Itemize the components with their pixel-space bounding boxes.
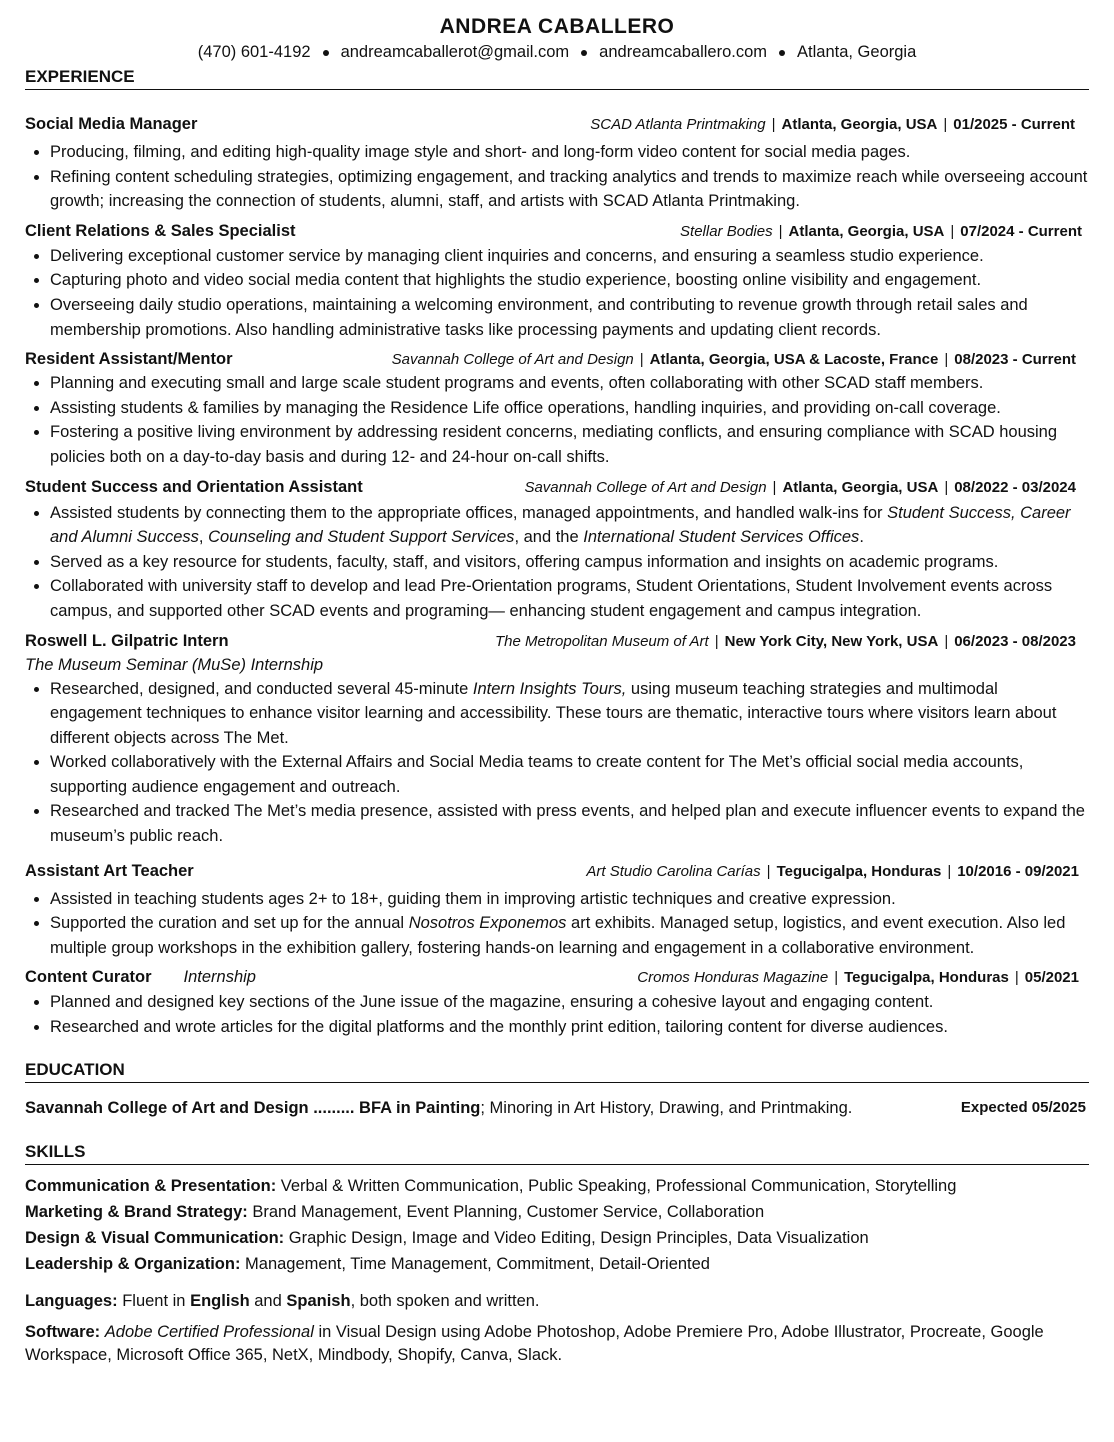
candidate-name: ANDREA CABALLERO (439, 15, 675, 38)
website[interactable]: andreamcaballero.com (599, 43, 768, 61)
education-heading: EDUCATION (25, 1059, 1089, 1083)
job-header (25, 347, 1089, 371)
skill-row: Design & Visual Communication: Graphic Design, Image and Video Editing, Design Principles, Data Visualization (25, 1228, 869, 1247)
job-header (25, 629, 1089, 653)
location: Atlanta, Georgia (797, 43, 917, 61)
list-item: Researched, designed, and conducted several 45-minute Intern Insights Tours, using museum teaching strategies and multimodal engagement techniques to enhance visitor learning and accessibility. These tours are thematic, interactive tours where visitors learn about different objects across The Met. (50, 677, 1089, 751)
list-item: Fostering a positive living environment by addressing resident concerns, mediating conflicts, and ensuring compliance with SCAD housing policies both on a day-to-day basis and during 12- and 24-hour on-call shifts. (50, 420, 1089, 469)
bullet-separator-icon (779, 50, 785, 56)
job-bullets (25, 501, 1089, 624)
job-location: Atlanta, Georgia, USA & Lacoste, France (649, 351, 939, 369)
job-org: Cromos Honduras Magazine (637, 969, 829, 987)
job-title: Assistant Art Teacher (25, 861, 194, 880)
list-item: Planned and designed key sections of the June issue of the magazine, ensuring a cohesive layout and engaging content. (50, 990, 1089, 1015)
minor: ; Minoring in Art History, Drawing, and Printmaking. (480, 1098, 853, 1117)
list-item: Supported the curation and set up for the annual Nosotros Exponemos art exhibits. Managed setup, logistics, and event execution. Also led multiple group workshops in the exhibition gallery, fostering hands-on learning and engagement in a collaborative environment. (50, 911, 1089, 960)
job-location: Tegucigalpa, Honduras (776, 862, 942, 880)
bullet-separator-icon (323, 50, 329, 56)
software-row: Software: Adobe Certified Professional in Visual Design using Adobe Photoshop, Adobe Premiere Pro, Adobe Illustrator, Procreate, Google Workspace, Microsoft Office 365, NetX, Mindbody, Shopify, Canva, Slack. (25, 1322, 1044, 1364)
skills-heading: SKILLS (25, 1141, 1089, 1165)
job-header (25, 475, 1089, 499)
job-bullets (25, 140, 1089, 214)
job-title: Content Curator (25, 968, 152, 987)
job-org: Savannah College of Art and Design (524, 478, 767, 496)
job-location: New York City, New York, USA (724, 632, 939, 650)
education-entry: Savannah College of Art and Design ......... BFA in Painting; Minoring in Art History, Drawing, and Printmaking. Expected 05/2025 (25, 1096, 1089, 1120)
job-meta: The Metropolitan Museum of Art | New York City, New York, USA | 06/2023 - 08/2023 (495, 632, 1076, 650)
list-item: Overseeing daily studio operations, maintaining a welcoming environment, and contributing to revenue growth through retail sales and membership promotions. Also handling administrative tasks like processing payments and updating client records. (50, 293, 1089, 342)
job-dates: 01/2025 - Current (953, 116, 1075, 133)
job-dates: 08/2023 - Current (954, 351, 1076, 369)
job-location: Atlanta, Georgia, USA (788, 222, 945, 240)
job-location: Tegucigalpa, Honduras (844, 969, 1009, 987)
school-name: Savannah College of Art and Design (25, 1098, 309, 1117)
job-bullets (25, 244, 1089, 342)
skill-row: Communication & Presentation: Verbal & Written Communication, Public Speaking, Professional Communication, Storytelling (25, 1176, 957, 1195)
job-org: The Metropolitan Museum of Art (495, 632, 709, 650)
bullet-separator-icon (581, 50, 587, 56)
job-entry (25, 347, 1089, 469)
job-title: Roswell L. Gilpatric Intern (25, 631, 229, 650)
job-org: Art Studio Carolina Carías (586, 862, 761, 880)
job-dates: 07/2024 - Current (960, 222, 1082, 240)
job-bullets (25, 677, 1089, 849)
list-item: Researched and tracked The Met’s media presence, assisted with press events, and helped plan and execute influencer events to expand the museum’s public reach. (50, 799, 1089, 848)
languages-row: Languages: Fluent in English and Spanish, both spoken and written. (25, 1291, 540, 1310)
job-dates: 08/2022 - 03/2024 (954, 478, 1076, 496)
job-subtitle: The Museum Seminar (MuSe) Internship (25, 655, 324, 674)
job-location: Atlanta, Georgia, USA (782, 478, 939, 496)
job-meta: Stellar Bodies | Atlanta, Georgia, USA | 07/2024 - Current (680, 222, 1082, 240)
list-item: Worked collaboratively with the External Affairs and Social Media teams to create content for The Met’s official social media accounts, supporting audience engagement and outreach. (50, 750, 1089, 799)
list-item: Served as a key resource for students, faculty, staff, and visitors, offering campus information and insights on academic programs. (50, 550, 1089, 575)
job-title: Student Success and Orientation Assistant (25, 477, 363, 496)
phone[interactable]: (470) 601-4192 (197, 43, 311, 61)
contact-line (25, 40, 1089, 64)
job-entry (25, 859, 1089, 961)
job-meta: Savannah College of Art and Design | Atlanta, Georgia, USA & Lacoste, France | 08/2023 - Current (391, 351, 1076, 369)
list-item: Capturing photo and video social media content that highlights the studio experience, boosting online visibility and engagement. (50, 268, 1089, 293)
job-meta: Savannah College of Art and Design | Atlanta, Georgia, USA | 08/2022 - 03/2024 (524, 478, 1076, 496)
job-entry (25, 112, 1089, 214)
resume-page (25, 14, 1089, 1367)
job-entry (25, 629, 1089, 849)
job-title: Client Relations & Sales Specialist (25, 221, 296, 240)
job-bullets (25, 371, 1089, 469)
job-bullets (25, 990, 1089, 1039)
list-item: Assisting students & families by managing the Residence Life office operations, handling inquiries, and providing on-call coverage. (50, 396, 1089, 421)
job-entry (25, 475, 1089, 624)
skill-row: Leadership & Organization: Management, Time Management, Commitment, Detail-Oriented (25, 1254, 710, 1273)
job-org: SCAD Atlanta Printmaking (590, 116, 766, 133)
job-header (25, 112, 1089, 136)
job-meta: Cromos Honduras Magazine | Tegucigalpa, Honduras | 05/2021 (637, 969, 1079, 987)
skills-list (25, 1173, 1089, 1277)
list-item: Delivering exceptional customer service by managing client inquiries and concerns, and ensuring a seamless studio experience. (50, 244, 1089, 269)
job-org: Savannah College of Art and Design (391, 351, 634, 369)
job-meta: SCAD Atlanta Printmaking | Atlanta, Georgia, USA | 01/2025 - Current (590, 116, 1075, 133)
job-header (25, 965, 1089, 989)
list-item: Refining content scheduling strategies, optimizing engagement, and tracking analytics and trends to maximize reach while overseeing account growth; increasing the connection of students, alumni, staff, and artists with SCAD Atlanta Printmaking. (50, 165, 1089, 214)
list-item: Assisted in teaching students ages 2+ to 18+, guiding them in improving artistic techniques and creative expression. (50, 887, 1089, 912)
job-header (25, 219, 1089, 243)
job-dates: 06/2023 - 08/2023 (954, 632, 1076, 650)
experience-heading: EXPERIENCE (25, 66, 1089, 90)
job-title: Resident Assistant/Mentor (25, 350, 233, 369)
job-entry (25, 965, 1089, 1039)
job-org: Stellar Bodies (680, 222, 773, 240)
list-item: Collaborated with university staff to develop and lead Pre-Orientation programs, Student Orientations, Student Involvement events across campus, and supported other SCAD events and programing— enhancing student engagement and campus integration. (50, 574, 1089, 623)
job-header (25, 859, 1089, 883)
list-item: Producing, filming, and editing high-quality image style and short- and long-form video content for social media pages. (50, 140, 1089, 165)
job-bullets (25, 887, 1089, 961)
job-dates: 05/2021 (1024, 969, 1079, 987)
list-item: Researched and wrote articles for the digital platforms and the monthly print edition, tailoring content for diverse audiences. (50, 1015, 1089, 1040)
job-title-note: Internship (183, 968, 256, 987)
list-item: Planning and executing small and large scale student programs and events, often collaborating with other SCAD staff members. (50, 371, 1089, 396)
email[interactable]: andreamcaballerot@gmail.com (340, 43, 570, 61)
job-entry (25, 219, 1089, 342)
job-dates: 10/2016 - 09/2021 (957, 862, 1079, 880)
job-meta: Art Studio Carolina Carías | Tegucigalpa, Honduras | 10/2016 - 09/2021 (586, 862, 1079, 880)
education-date: Expected 05/2025 (960, 1098, 1086, 1116)
list-item: Assisted students by connecting them to the appropriate offices, managed appointments, and handled walk-ins for Student Success, Career and Alumni Success, Counseling and Student Support Services, and the International Student Services Offices. (50, 501, 1089, 550)
degree: BFA in Painting (359, 1098, 481, 1117)
skill-row: Marketing & Brand Strategy: Brand Management, Event Planning, Customer Service, Collaboration (25, 1202, 765, 1221)
job-title: Social Media Manager (25, 115, 198, 133)
job-location: Atlanta, Georgia, USA (781, 116, 938, 133)
